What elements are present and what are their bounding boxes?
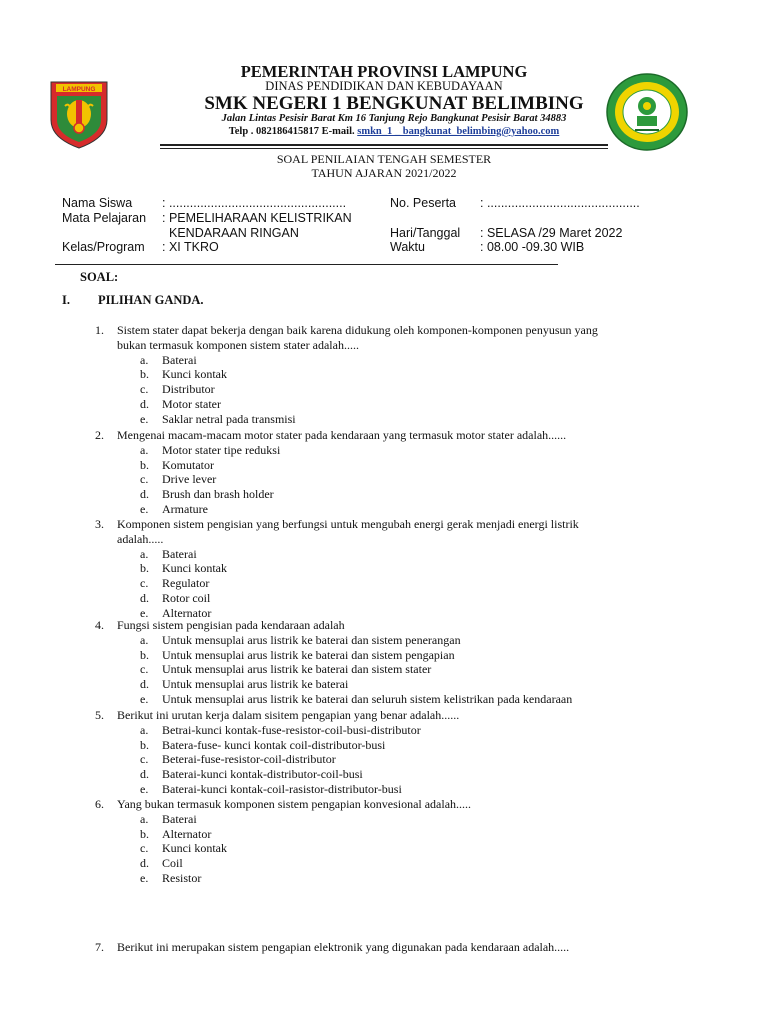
- question-number: 6.: [95, 797, 104, 811]
- option-letter: d.: [140, 856, 149, 871]
- section-title: PILIHAN GANDA.: [98, 293, 204, 307]
- option-text: Kunci kontak: [162, 367, 227, 382]
- option-letter: b.: [140, 457, 149, 472]
- lampung-logo-text: LAMPUNG: [62, 86, 96, 93]
- option-text: Alternator: [162, 826, 212, 841]
- option-letter: b.: [140, 826, 149, 841]
- waktu-value: : 08.00 -09.30 WIB: [480, 240, 585, 254]
- answer-option: [140, 547, 197, 562]
- question-text-continued: bukan termasuk komponen sistem stater adalah.....: [117, 337, 359, 352]
- option-letter: d.: [140, 591, 149, 605]
- nama-label: Nama Siswa: [62, 196, 133, 210]
- option-letter: c.: [140, 841, 149, 856]
- option-text: Untuk mensuplai arus listrik ke baterai dan sistem penerangan: [162, 632, 461, 647]
- option-letter: e.: [140, 692, 149, 706]
- exam-year: TAHUN AJARAN 2021/2022: [311, 166, 457, 180]
- option-letter: b.: [140, 367, 149, 382]
- kelas-label: Kelas/Program: [62, 240, 145, 254]
- identity-divider: [55, 264, 558, 265]
- school-name: SMK NEGERI 1 BENGKUNAT BELIMBING: [204, 93, 584, 114]
- school-address: Jalan Lintas Pesisir Barat Km 16 Tanjung Rejo Bangkunat Pesisir Barat 34883: [221, 113, 567, 124]
- option-text: Kunci kontak: [162, 841, 227, 856]
- answer-option: [140, 367, 227, 382]
- hari-label: Hari/Tanggal: [390, 226, 461, 240]
- option-letter: d.: [140, 767, 149, 782]
- option-text: Baterai: [162, 352, 197, 367]
- option-letter: a.: [140, 722, 149, 737]
- option-text: Untuk mensuplai arus listrik ke baterai dan sistem pengapian: [162, 647, 455, 662]
- option-letter: c.: [140, 576, 149, 591]
- answer-option: [140, 633, 461, 648]
- option-text: Beterai-fuse-resistor-coil-distributor: [162, 752, 336, 767]
- option-letter: e.: [140, 605, 149, 620]
- answer-option: [140, 841, 227, 856]
- question-number: 7.: [95, 940, 104, 954]
- option-text: Rotor coil: [162, 591, 211, 605]
- school-emblem-icon: [605, 72, 689, 152]
- answer-option: [140, 856, 183, 871]
- option-letter: a.: [140, 352, 149, 367]
- answer-option: [140, 591, 210, 606]
- mapel-value-1: : PEMELIHARAAN KELISTRIKAN: [162, 211, 352, 225]
- option-text: Regulator: [162, 576, 210, 591]
- question-text-continued: adalah.....: [117, 531, 164, 546]
- answer-option: [140, 827, 211, 842]
- question-number: 4.: [95, 618, 104, 632]
- option-text: Coil: [162, 856, 183, 871]
- answer-option: [140, 397, 221, 412]
- province-heading: PEMERINTAH PROVINSI LAMPUNG: [240, 62, 528, 81]
- option-letter: b.: [140, 561, 149, 576]
- option-letter: e.: [140, 871, 149, 885]
- answer-option: [140, 502, 208, 517]
- answer-option: [140, 767, 363, 782]
- question-text: Sistem stater dapat bekerja dengan baik karena didukung oleh komponen-komponen penyusun yang: [117, 323, 598, 337]
- hari-value: : SELASA /29 Maret 2022: [480, 226, 623, 240]
- option-text: Komutator: [162, 457, 214, 472]
- option-text: Motor stater: [162, 397, 221, 411]
- answer-option: [140, 692, 572, 707]
- option-letter: d.: [140, 487, 149, 502]
- option-letter: e.: [140, 502, 149, 516]
- answer-option: [140, 677, 348, 692]
- answer-option: [140, 812, 197, 827]
- answer-option: [140, 561, 227, 576]
- section-number: I.: [62, 293, 70, 307]
- answer-option: [140, 871, 201, 886]
- question-text: Fungsi sistem pengisian pada kendaraan adalah: [117, 618, 345, 632]
- option-letter: c.: [140, 662, 149, 677]
- option-letter: d.: [140, 677, 149, 692]
- question-number: 5.: [95, 708, 104, 722]
- letterhead-rule-thin: [160, 148, 608, 149]
- option-text: Baterai-kunci kontak-coil-rasistor-distributor-busi: [162, 782, 402, 796]
- question-text: Komponen sistem pengisian yang berfungsi untuk mengubah energi gerak menjadi energi listrik: [117, 517, 579, 531]
- option-text: Baterai: [162, 811, 197, 826]
- answer-option: [140, 487, 274, 502]
- question-number: 2.: [95, 428, 104, 442]
- answer-option: [140, 443, 280, 458]
- answer-option: [140, 648, 455, 663]
- question-number: 1.: [95, 323, 104, 337]
- option-text: Brush dan brash holder: [162, 487, 274, 502]
- answer-option: [140, 382, 215, 397]
- question-text: Berikut ini merupakan sistem pengapian elektronik yang digunakan pada kendaraan adalah.....: [117, 940, 570, 954]
- answer-option: [140, 752, 336, 767]
- answer-option: [140, 782, 402, 797]
- question-text: Berikut ini urutan kerja dalam sisitem pengapian yang benar adalah......: [117, 708, 460, 722]
- soal-label: SOAL:: [80, 270, 119, 284]
- answer-option: [140, 738, 385, 753]
- option-text: Baterai-kunci kontak-distributor-coil-busi: [162, 767, 363, 782]
- peserta-value: : ............................................: [480, 196, 640, 210]
- option-letter: d.: [140, 397, 149, 411]
- exam-title: SOAL PENILAIAN TENGAH SEMESTER: [276, 152, 492, 166]
- contact-phone: Telp . 082186415817 E-mail.: [228, 126, 355, 137]
- question-number: 3.: [95, 517, 104, 531]
- option-letter: a.: [140, 632, 149, 647]
- question-text: Mengenai macam-macam motor stater pada kendaraan yang termasuk motor stater adalah......: [117, 428, 567, 442]
- answer-option: [140, 458, 214, 473]
- question-text: Yang bukan termasuk komponen sistem pengapian konvesional adalah.....: [117, 797, 472, 811]
- option-text: Untuk mensuplai arus listrik ke baterai: [162, 677, 349, 692]
- email-link[interactable]: smkn_1 _ bangkunat_belimbing@yahoo.com: [357, 126, 560, 137]
- option-text: Kunci kontak: [162, 561, 227, 576]
- option-letter: a.: [140, 811, 149, 826]
- option-text: Distributor: [162, 382, 215, 397]
- mapel-label: Mata Pelajaran: [62, 211, 147, 225]
- option-letter: b.: [140, 737, 149, 752]
- waktu-label: Waktu: [390, 240, 425, 254]
- answer-option: [140, 723, 421, 738]
- option-text: Motor stater tipe reduksi: [162, 442, 281, 457]
- option-letter: a.: [140, 442, 149, 457]
- option-letter: c.: [140, 752, 149, 767]
- kelas-value: : XI TKRO: [162, 240, 219, 254]
- option-text: Resistor: [162, 871, 202, 885]
- department-heading: DINAS PENDIDIKAN DAN KEBUDAYAAN: [265, 79, 503, 93]
- answer-option: [140, 412, 296, 427]
- answer-option: [140, 353, 197, 368]
- option-letter: b.: [140, 647, 149, 662]
- peserta-label: No. Peserta: [390, 196, 457, 210]
- option-text: Alternator: [162, 605, 212, 620]
- option-text: Drive lever: [162, 472, 217, 487]
- option-letter: a.: [140, 546, 149, 561]
- option-text: Batera-fuse- kunci kontak coil-distributor-busi: [162, 737, 386, 752]
- option-text: Saklar netral pada transmisi: [162, 411, 296, 426]
- mapel-value-2: KENDARAAN RINGAN: [169, 226, 299, 240]
- option-letter: e.: [140, 411, 149, 426]
- option-letter: c.: [140, 472, 149, 487]
- option-letter: e.: [140, 782, 149, 796]
- option-text: Baterai: [162, 546, 197, 561]
- option-text: Untuk mensuplai arus listrik ke baterai dan seluruh sistem kelistrikan pada kendaraan: [162, 692, 573, 706]
- answer-option: [140, 472, 216, 487]
- option-text: Betrai-kunci kontak-fuse-resistor-coil-busi-distributor: [162, 722, 421, 737]
- letterhead-rule-thick: [160, 144, 608, 146]
- nama-value: : ...................................................: [162, 196, 347, 210]
- option-text: Untuk mensuplai arus listrik ke baterai dan sistem stater: [162, 662, 432, 677]
- answer-option: [140, 662, 431, 677]
- option-letter: c.: [140, 382, 149, 397]
- option-text: Armature: [162, 502, 208, 516]
- answer-option: [140, 576, 209, 591]
